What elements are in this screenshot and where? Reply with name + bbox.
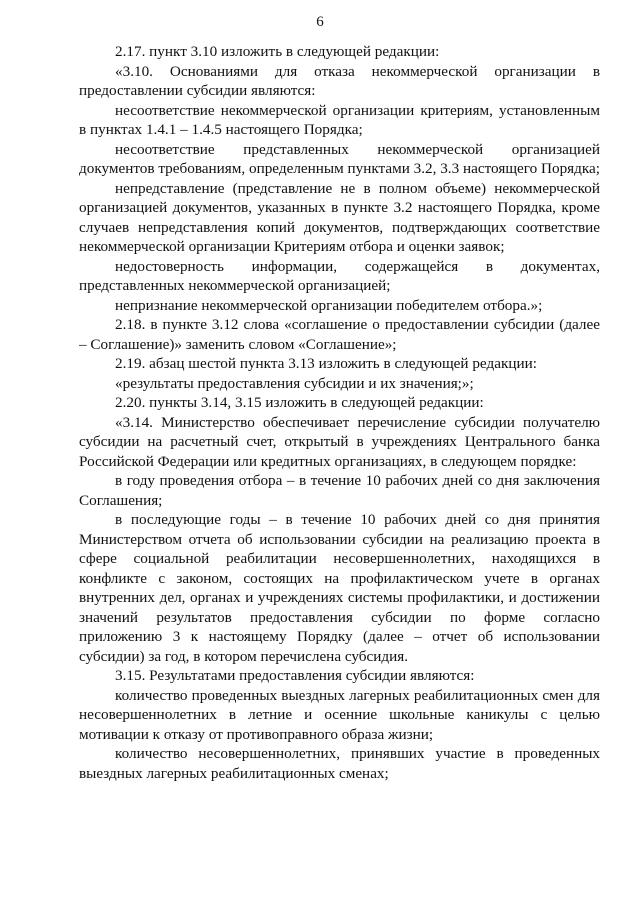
paragraph-2-19: 2.19. абзац шестой пункта 3.13 изложить в следующей редакции: <box>115 355 537 372</box>
paragraph-3-10-intro: «3.10. Основаниями для отказа некоммерческой организации в предоставлении субсидии являются: <box>79 62 600 99</box>
paragraph-false-information: недостоверность информации, содержащейся в документах, представленных некоммерческой организацией; <box>79 257 600 294</box>
document-body <box>79 42 600 783</box>
paragraph-2-20: 2.20. пункты 3.14, 3.15 изложить в следующей редакции: <box>115 394 484 411</box>
paragraph-not-winner: непризнание некоммерческой организации победителем отбора.»; <box>115 296 543 314</box>
paragraph-subsequent-years: в последующие годы – в течение 10 рабочих дней со дня принятия Министерством отчета об использовании субсидии на реализацию проекта в сфере социальной реабилитации несовершеннолетних, находящихся в конфликте с законом, состоящих на профилактическом учете в органах внутренних дел, органах и учреждениях системы профилактики, и достижении значений результатов предоставления субсидии по форме согласно приложению 3 к настоящему Порядку (далее – отчет об использовании субсидии) за год, в котором перечислена субсидия. <box>79 511 600 665</box>
paragraph-camp-shifts-count: количество проведенных выездных лагерных реабилитационных смен для несовершеннолетних в летние и осенние школьные каникулы с целью мотивации к отказу от противоправного образа жизни; <box>79 686 600 743</box>
paragraph-criteria-mismatch: несоответствие некоммерческой организации критериям, установленным в пунктах 1.4.1 – 1.4.5 настоящего Порядка; <box>79 101 600 138</box>
paragraph-2-18: 2.18. в пункте 3.12 слова «соглашение о предоставлении субсидии (далее – Соглашение)» заменить словом «Соглашение»; <box>79 316 600 353</box>
paragraph-selection-year: в году проведения отбора – в течение 10 рабочих дней со дня заключения Соглашения; <box>79 472 600 509</box>
paragraph-2-17: 2.17. пункт 3.10 изложить в следующей редакции: <box>115 43 440 60</box>
page-number: 6 <box>316 14 324 30</box>
paragraph-documents-missing: непредставление (представление не в полном объеме) некоммерческой организацией документов, указанных в пункте 3.2 настоящего Порядка, кроме случаев непредставления копий документов, подтверждающих соответствие некоммерческой организации Критериям отбора и оценки заявок; <box>79 179 600 255</box>
paragraph-results-values: «результаты предоставления субсидии и их значения;»; <box>115 374 474 392</box>
paragraph-3-14: «3.14. Министерство обеспечивает перечисление субсидии получателю субсидии на расчетный счет, открытый в учреждениях Центрального банка Российской Федерации или кредитных организациях, в следующем порядке: <box>79 413 600 470</box>
paragraph-3-15: 3.15. Результатами предоставления субсидии являются: <box>115 667 475 684</box>
paragraph-participants-count: количество несовершеннолетних, принявших участие в проведенных выездных лагерных реабилитационных сменах; <box>79 745 600 782</box>
paragraph-documents-mismatch: несоответствие представленных некоммерческой организацией документов требованиям, определенным пунктами 3.2, 3.3 настоящего Порядка; <box>79 140 600 177</box>
